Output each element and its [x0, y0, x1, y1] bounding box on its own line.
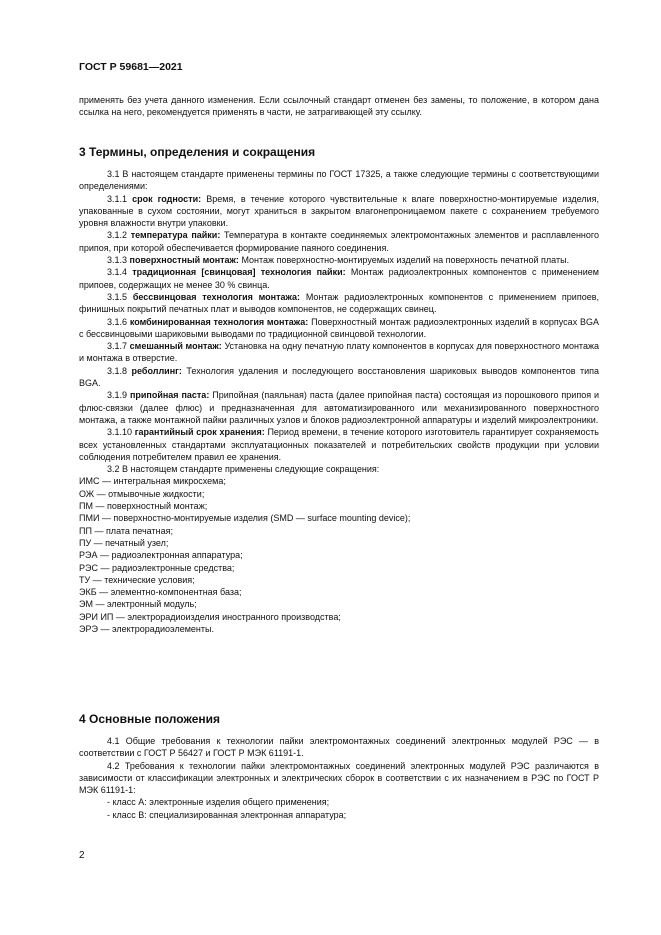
intro-paragraph [79, 94, 599, 119]
term-3-1-5: 3.1.5 бессвинцовая технология монтажа: Монтаж радиоэлектронных компонентов с применением припоев, финишных покрытий печатных плат и выводов компонентов, не содержащих свинец. [79, 291, 599, 315]
abbreviation-item: РЭА — радиоэлектронная аппаратура; [79, 550, 243, 561]
class-item: - класс В: специализированная электронная аппаратура; [107, 809, 347, 820]
term-3-1-4: 3.1.4 традиционная [свинцовая] технология пайки: Монтаж радиоэлектронных компонентов с применением припоев, содержащих не менее 30 % свинца. [79, 267, 599, 290]
abbreviation-item: ЭМ — электронный модуль; [79, 599, 197, 610]
abbreviation-item: ПП — плата печатная; [79, 525, 173, 536]
abbreviation-item: ЭРЭ — электрорадиоэлементы. [79, 623, 214, 634]
term-3-1-3: 3.1.3 поверхностный монтаж: Монтаж поверхностно-монтируемых изделий на поверхность печатной платы. [107, 255, 570, 266]
term-3-1-9: 3.1.9 припойная паста: Припойная (паяльная) паста (далее припойная паста) состоящая из порошкового припоя и флюс-связки (далее флюс) и предназначенная для автоматизированного или механизированного поверхностного монтажа, а также монтажной пайки различных узлов и блоков радиоэлектронной аппаратуры и изделий микроэлектроники. [79, 390, 600, 425]
term-3-1-1: 3.1.1 срок годности: Время, в течение которого чувствительные к влаге поверхностно-монтируемые изделия, упакованные в сухом состоянии, могут храниться в закрытом влагонепроницаемом пакете с сохранением требуемого уровня влажности внутри упаковки. [79, 193, 599, 229]
standard-header: ГОСТ Р 59681—2021 [79, 61, 183, 73]
term-3-1-2: 3.1.2 температура пайки: Температура в контакте соединяемых электромонтажных элементов и расплавленного припоя, при которой обеспечивается формирование паяного соединения. [79, 230, 599, 253]
section-3 [79, 145, 599, 635]
abbreviation-item: ЭКБ — элементно-компонентная база; [79, 587, 242, 598]
abbreviation-item: ОЖ — отмывочные жидкости; [79, 488, 205, 499]
paragraph-3-2: 3.2 В настоящем стандарте применены следующие сокращения: [107, 464, 380, 475]
abbreviation-item: ЭРИ ИП — электрорадиоизделия иностранного производства; [79, 611, 341, 622]
abbreviation-item: ТУ — технические условия; [79, 574, 195, 585]
intro-text: применять без учета данного изменения. Если ссылочный стандарт отменен без замены, то положение, в котором дана ссылка на него, рекомендуется применять в части, не затрагивающей эту ссылку. [79, 95, 599, 118]
paragraph-3-1: 3.1 В настоящем стандарте применены термины по ГОСТ 17325, а также следующие термины с соответствующими определениями: [79, 169, 599, 192]
abbreviation-item: ИМС — интегральная микросхема; [79, 476, 226, 487]
section-4-title: 4 Основные положения [79, 712, 221, 726]
section-3-title: 3 Термины, определения и сокращения [79, 145, 316, 159]
term-3-1-6: 3.1.6 комбинированная технология монтажа: Поверхностный монтаж радиоэлектронных изделий в корпусах BGA с бессвинцовыми шариковыми выводами по традиционной свинцовой технологии. [79, 316, 599, 339]
section-4 [79, 712, 599, 821]
term-3-1-10: 3.1.10 гарантийный срок хранения: Период времени, в течение которого изготовитель гарантирует сохраняемость всех установленных стандартами эксплуатационных показателей и потребительских свойств продукции при условии соблюдения потребителем правил ее хранения. [79, 427, 599, 462]
paragraph-4-1: 4.1 Общие требования к технологии пайки электромонтажных соединений электронных модулей РЭС — в соответствии с ГОСТ Р 56427 и ГОСТ Р МЭК 61191-1. [79, 736, 599, 759]
abbreviation-item: ПМИ — поверхностно-монтируемые изделия (SMD — surface mounting device); [79, 513, 411, 524]
class-item: - класс А: электронные изделия общего применения; [107, 797, 330, 808]
abbreviation-item: РЭС — радиоэлектронные средства; [79, 562, 235, 573]
abbreviation-item: ПМ — поверхностный монтаж; [79, 501, 208, 512]
page-number: 2 [79, 850, 85, 861]
term-3-1-8: 3.1.8 реболлинг: Технология удаления и последующего восстановления шариковых выводов компонентов типа BGA. [79, 365, 599, 389]
abbreviation-item: ПУ — печатный узел; [79, 537, 169, 548]
term-3-1-7: 3.1.7 смешанный монтаж: Установка на одну печатную плату компонентов в корпусах для поверхностного монтажа и монтажа в отверстие. [79, 341, 599, 364]
abbreviation-list [79, 475, 599, 635]
paragraph-4-2: 4.2 Требования к технологии пайки электромонтажных соединений электронных модулей РЭС различаются в зависимости от классификации электронных и электрических сборок в соответствии с их назначением в РЭС по ГОСТ Р МЭК 61191-1: [79, 760, 599, 796]
